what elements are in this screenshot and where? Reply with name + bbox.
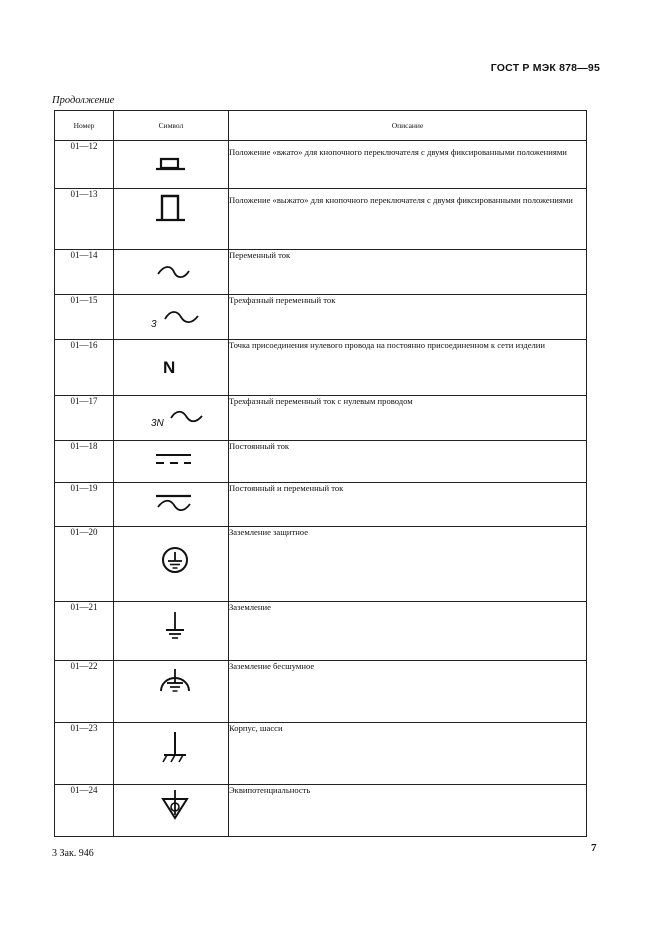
direct-current-icon — [114, 441, 229, 483]
table-row — [55, 189, 587, 250]
neutral-conductor-icon — [114, 340, 229, 396]
push-pull-pressed-icon — [114, 141, 229, 189]
table-row — [55, 661, 587, 723]
symbol-cell — [114, 250, 229, 295]
symbol-cell — [114, 527, 229, 602]
column-header-number: Номер — [55, 111, 114, 141]
table-row — [55, 723, 587, 785]
row-description: Постоянный ток — [229, 441, 587, 483]
dc-and-ac-icon — [114, 483, 229, 527]
row-number: 01—13 — [55, 189, 114, 250]
table-row — [55, 340, 587, 396]
row-number: 01—23 — [55, 723, 114, 785]
symbols-table — [54, 110, 587, 837]
row-description: Положение «вжато» для кнопочного переключателя с двумя фиксированными положениями — [229, 141, 587, 189]
row-number: 01—15 — [55, 295, 114, 340]
frame-chassis-icon — [114, 723, 229, 785]
page-number: 7 — [591, 842, 597, 854]
row-number: 01—24 — [55, 785, 114, 837]
row-number: 01—16 — [55, 340, 114, 396]
column-header-symbol: Символ — [114, 111, 229, 141]
symbol-cell — [114, 396, 229, 441]
row-number: 01—22 — [55, 661, 114, 723]
row-description: Трехфазный переменный ток — [229, 295, 587, 340]
table-row — [55, 483, 587, 527]
table-row — [55, 396, 587, 441]
earth-icon — [114, 602, 229, 661]
table-header-row — [55, 111, 587, 141]
symbol-cell — [114, 295, 229, 340]
table-row — [55, 785, 587, 837]
symbol-cell — [114, 483, 229, 527]
row-number: 01—20 — [55, 527, 114, 602]
row-description: Заземление защитное — [229, 527, 587, 602]
continued-label: Продолжение — [52, 95, 115, 106]
row-description: Положение «выжато» для кнопочного переключателя с двумя фиксированными положениями — [229, 189, 587, 250]
row-description: Трехфазный переменный ток с нулевым проводом — [229, 396, 587, 441]
table-row — [55, 141, 587, 189]
row-description: Заземление — [229, 602, 587, 661]
neutral-label: N — [163, 358, 176, 377]
row-number: 01—14 — [55, 250, 114, 295]
symbol-cell — [114, 441, 229, 483]
table-row — [55, 602, 587, 661]
symbol-cell — [114, 340, 229, 396]
row-number: 01—12 — [55, 141, 114, 189]
row-description: Заземление бесшумное — [229, 661, 587, 723]
standard-title: ГОСТ Р МЭК 878—95 — [490, 62, 600, 74]
symbol-cell — [114, 785, 229, 837]
alternating-current-icon — [114, 250, 229, 295]
three-phase-neutral-label: 3N — [151, 418, 164, 429]
row-description: Постоянный и переменный ток — [229, 483, 587, 527]
noiseless-earth-icon — [114, 661, 229, 723]
symbol-cell — [114, 602, 229, 661]
table-row — [55, 527, 587, 602]
three-phase-label: 3 — [151, 319, 157, 330]
row-number: 01—21 — [55, 602, 114, 661]
row-description: Переменный ток — [229, 250, 587, 295]
three-phase-ac-neutral-icon — [114, 396, 229, 441]
row-number: 01—17 — [55, 396, 114, 441]
symbol-cell — [114, 189, 229, 250]
symbol-cell — [114, 661, 229, 723]
protective-earth-icon — [114, 527, 229, 602]
row-description: Эквипотенциальность — [229, 785, 587, 837]
order-number: 3 Зак. 946 — [52, 848, 94, 859]
row-number: 01—19 — [55, 483, 114, 527]
three-phase-ac-icon — [114, 295, 229, 340]
row-description: Точка присоединения нулевого провода на постоянно присоединенном к сети изделии — [229, 340, 587, 396]
row-description: Корпус, шасси — [229, 723, 587, 785]
symbol-cell — [114, 141, 229, 189]
row-number: 01—18 — [55, 441, 114, 483]
symbol-cell — [114, 723, 229, 785]
table-row — [55, 441, 587, 483]
push-pull-released-icon — [114, 189, 229, 250]
table-row — [55, 250, 587, 295]
column-header-description: Описание — [229, 111, 587, 141]
equipotentiality-icon — [114, 785, 229, 837]
table-row — [55, 295, 587, 340]
